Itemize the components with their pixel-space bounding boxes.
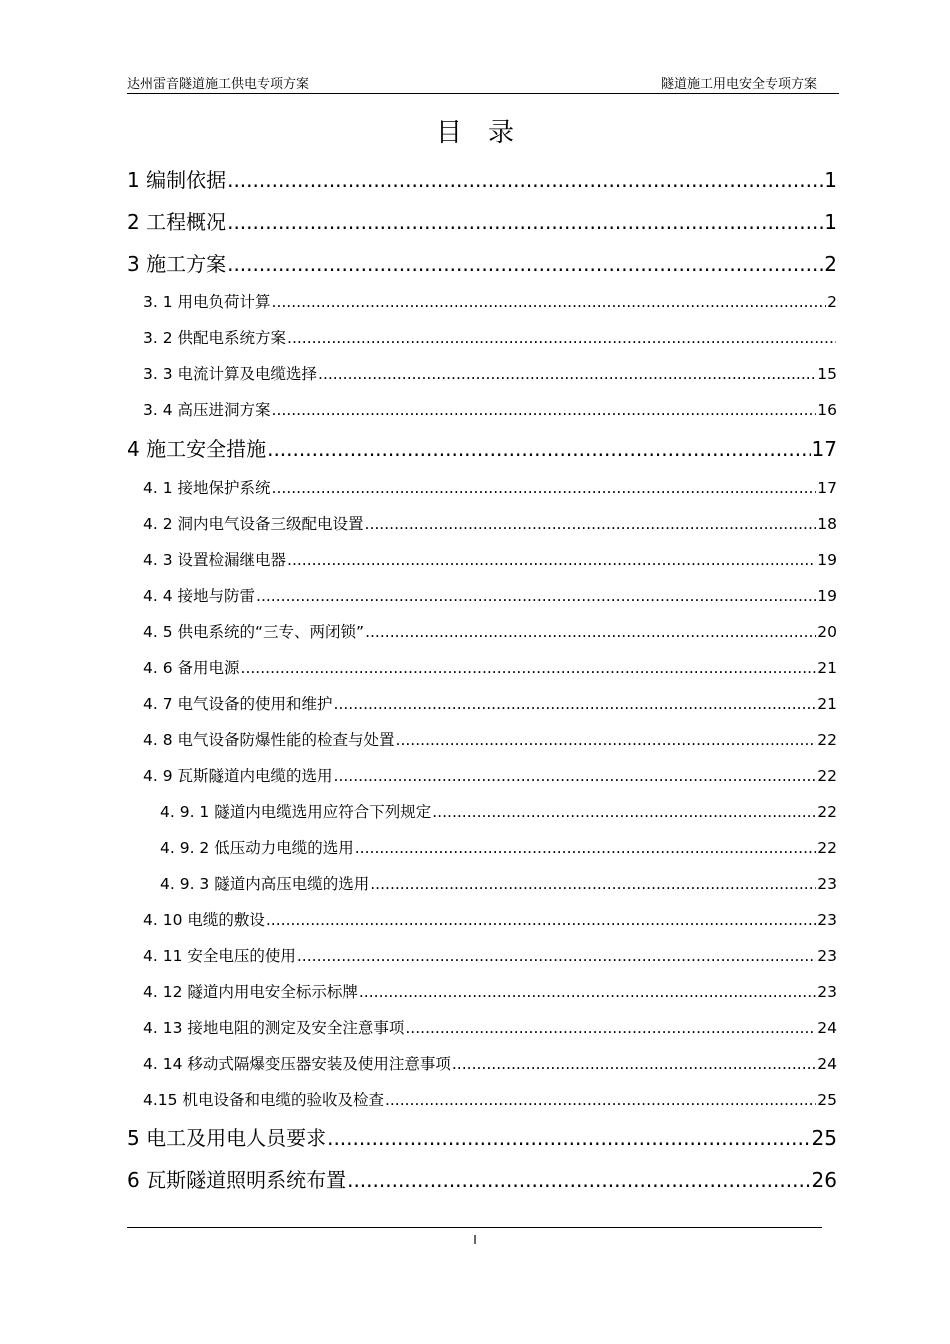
toc-leader-dots [385, 1089, 816, 1111]
toc-entry[interactable] [127, 1166, 837, 1194]
toc-leader-dots [334, 693, 817, 715]
toc-entry-page: 17 [811, 437, 837, 461]
toc-entry[interactable] [143, 693, 837, 715]
toc-entry[interactable] [143, 981, 837, 1003]
toc-entry-label: 4. 12 隧道内用电安全标示标牌 [143, 983, 358, 1001]
toc-entry-label: 3. 4 高压进洞方案 [143, 401, 271, 419]
toc-leader-dots [405, 1017, 816, 1039]
toc-leader-dots [452, 1053, 816, 1075]
toc-entry[interactable] [143, 657, 837, 679]
toc-entry-label: 4. 9 瓦斯隧道内电缆的选用 [143, 767, 333, 785]
toc-leader-dots [266, 909, 816, 931]
toc-leader-dots [267, 435, 810, 463]
toc-entry[interactable] [127, 1124, 837, 1152]
toc-entry[interactable] [143, 729, 837, 751]
toc-entry-label: 4. 7 电气设备的使用和维护 [143, 695, 333, 713]
toc-entry-page: 22 [817, 803, 837, 821]
toc-entry[interactable] [160, 801, 837, 823]
toc-entry[interactable] [143, 1089, 837, 1111]
toc-entry[interactable] [143, 585, 837, 607]
toc-entry-page: 2 [824, 252, 837, 276]
toc-entry[interactable] [143, 909, 837, 931]
page-title: 目录 [435, 118, 540, 148]
toc-entry-label: 4. 13 接地电阻的测定及安全注意事项 [143, 1019, 405, 1037]
toc-entry[interactable] [143, 291, 837, 313]
toc-entry-page: 16 [817, 401, 837, 419]
toc-entry-label: 5 电工及用电人员要求 [127, 1126, 327, 1150]
toc-entry-page: 23 [817, 875, 837, 893]
toc-leader-dots [272, 477, 817, 499]
toc-entry-label: 4. 3 设置检漏继电器 [143, 551, 287, 569]
toc-leader-dots [347, 1166, 810, 1194]
toc-entry[interactable] [143, 621, 837, 643]
toc-leader-dots [334, 765, 817, 787]
toc-entry-page: 24 [817, 1019, 837, 1037]
toc-entry-page: 22 [817, 731, 837, 749]
toc-entry-label: 4. 10 电缆的敷设 [143, 911, 265, 929]
toc-entry-label: 4. 11 安全电压的使用 [143, 947, 296, 965]
toc-entry-label: 1 编制依据 [127, 168, 227, 192]
toc-leader-dots [227, 208, 823, 236]
toc-entry-label: 4. 1 接地保护系统 [143, 479, 271, 497]
toc-entry[interactable] [160, 873, 837, 895]
toc-entry-page: 20 [817, 623, 837, 641]
toc-leader-dots [396, 729, 817, 751]
toc-entry[interactable] [143, 1017, 837, 1039]
toc-entry[interactable] [127, 250, 837, 278]
toc-entry-page: 23 [817, 911, 837, 929]
toc-entry-label: 4. 8 电气设备防爆性能的检查与处置 [143, 731, 395, 749]
toc-entry[interactable] [143, 513, 837, 535]
toc-entry-page: 17 [817, 479, 837, 497]
toc-entry-label: 4. 9. 1 隧道内电缆选用应符合下列规定 [160, 803, 432, 821]
toc-entry-page: 22 [817, 839, 837, 857]
toc-entry-label: 4. 5 供电系统的“三专、两闭锁” [143, 623, 365, 641]
toc-entry[interactable] [143, 765, 837, 787]
toc-entry-label: 4. 9. 2 低压动力电缆的选用 [160, 839, 354, 857]
toc-entry-page: 21 [817, 695, 837, 713]
header-section-title: 隧道施工用电安全专项方案 [660, 77, 817, 92]
toc-leader-dots [272, 399, 817, 421]
header-document-title: 达州雷音隧道施工供电专项方案 [127, 77, 310, 92]
toc-leader-dots [355, 837, 817, 859]
toc-entry-page: 23 [817, 983, 837, 1001]
toc-entry[interactable] [143, 327, 837, 349]
toc-leader-dots [227, 250, 823, 278]
toc-entry-label: 4. 2 洞内电气设备三级配电设置 [143, 515, 364, 533]
toc-leader-dots [365, 513, 817, 535]
toc-entry[interactable] [127, 208, 837, 236]
toc-entry-page: 15 [817, 365, 837, 383]
toc-entry-label: 3. 1 用电负荷计算 [143, 293, 271, 311]
toc-entry-page: 2 [827, 293, 837, 311]
toc-leader-dots [256, 585, 816, 607]
toc-entry[interactable] [143, 549, 837, 571]
toc-entry-page: 23 [817, 947, 837, 965]
toc-leader-dots [432, 801, 816, 823]
toc-entry-label: 4 施工安全措施 [127, 437, 267, 461]
toc-entry-page: 1 [824, 210, 837, 234]
toc-entry-label: 2 工程概况 [127, 210, 227, 234]
toc-entry[interactable] [127, 435, 837, 463]
toc-entry-label: 4.15 机电设备和电缆的验收及检查 [143, 1091, 384, 1109]
toc-entry-label: 3 施工方案 [127, 252, 227, 276]
toc-entry[interactable] [143, 1053, 837, 1075]
toc-entry-label: 3. 2 供配电系统方案 [143, 329, 287, 347]
toc-entry-page: 25 [811, 1126, 837, 1150]
toc-entry-label: 4. 14 移动式隔爆变压器安装及使用注意事项 [143, 1055, 451, 1073]
toc-entry-label: 3. 3 电流计算及电缆选择 [143, 365, 318, 383]
toc-entry-page: 21 [817, 659, 837, 677]
toc-leader-dots [359, 981, 816, 1003]
toc-entry-page: 19 [817, 551, 837, 569]
toc-entry-page: 24 [817, 1055, 837, 1073]
toc-leader-dots [227, 166, 823, 194]
toc-leader-dots [370, 873, 816, 895]
toc-leader-dots [287, 327, 836, 349]
toc-entry[interactable] [143, 477, 837, 499]
toc-entry-page: 18 [817, 515, 837, 533]
footer-divider [127, 1227, 822, 1228]
toc-entry[interactable] [127, 166, 837, 194]
toc-entry[interactable] [143, 945, 837, 967]
toc-entry-page: 25 [817, 1091, 837, 1109]
toc-entry-page: 22 [817, 767, 837, 785]
toc-leader-dots [318, 363, 816, 385]
toc-leader-dots [287, 549, 816, 571]
toc-entry-page: 26 [811, 1168, 837, 1192]
toc-entry-page: 1 [824, 168, 837, 192]
toc-leader-dots [272, 291, 827, 313]
toc-entry-label: 4. 9. 3 隧道内高压电缆的选用 [160, 875, 370, 893]
toc-entry[interactable] [160, 837, 837, 859]
toc-entry[interactable] [143, 399, 837, 421]
toc-leader-dots [297, 945, 816, 967]
toc-leader-dots [241, 657, 817, 679]
toc-entry-label: 4. 6 备用电源 [143, 659, 240, 677]
page-number: I [473, 1233, 477, 1247]
toc-leader-dots [327, 1124, 810, 1152]
toc-entry-label: 4. 4 接地与防雷 [143, 587, 256, 605]
toc-entry-label: 6 瓦斯隧道照明系统布置 [127, 1168, 347, 1192]
toc-entry[interactable] [143, 363, 837, 385]
toc-entry-page: 19 [817, 587, 837, 605]
toc-leader-dots [365, 621, 816, 643]
